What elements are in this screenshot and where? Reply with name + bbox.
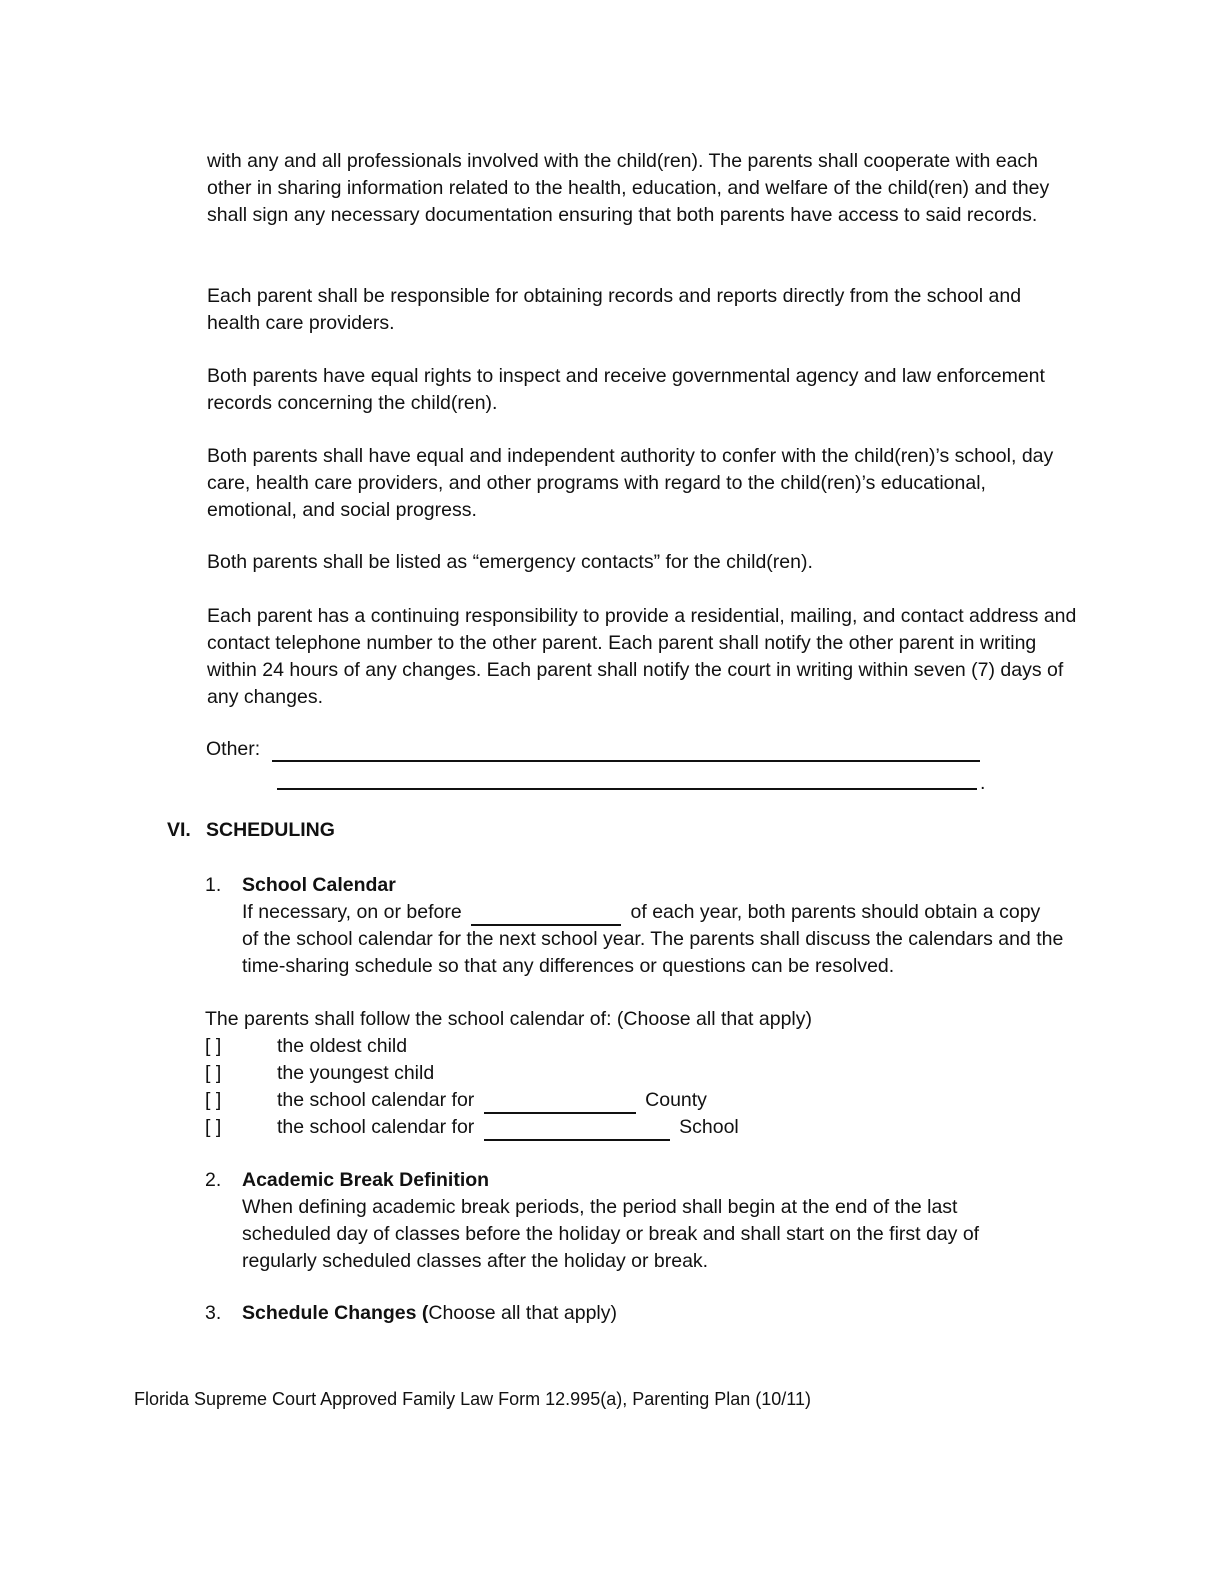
form-footer: Florida Supreme Court Approved Family Law Form 12.995(a), Parenting Plan (10/11) bbox=[134, 1389, 811, 1409]
option-label: the school calendar for bbox=[277, 1116, 475, 1138]
item3-heading bbox=[242, 1300, 617, 1327]
follow-calendar-intro: The parents shall follow the school calendar of: (Choose all that apply) bbox=[205, 1008, 813, 1030]
paragraph-address-notification: Each parent has a continuing responsibility to provide a residential, mailing, and contact address and contact telephone number to the other parent. Each parent shall notify the other parent in writing within 24 hours of any changes. Each parent shall notify the court in writing within seven (7) days of any changes. bbox=[207, 605, 1077, 708]
other-input-line-1[interactable] bbox=[272, 760, 980, 762]
item2-number: 2. bbox=[205, 1169, 222, 1191]
checkbox[interactable]: [ ] bbox=[205, 1116, 222, 1138]
paragraph-emergency-contacts: Both parents shall be listed as “emergency contacts” for the child(ren). bbox=[207, 551, 813, 573]
item1-text-rest: of the school calendar for the next school year. The parents shall discuss the calendars and the time-sharing schedule so that any differences or questions can be resolved. bbox=[242, 928, 1064, 977]
option-suffix: County bbox=[645, 1089, 707, 1111]
item1-first-line bbox=[242, 899, 1040, 926]
paragraph-inspect-records: Both parents have equal rights to inspect and receive governmental agency and law enforcement records concerning the child(ren). bbox=[207, 365, 1045, 414]
item3-title: Schedule Changes ( bbox=[242, 1302, 429, 1324]
item1-title: School Calendar bbox=[242, 874, 396, 896]
item1-text-after-blank: of each year, both parents should obtain a copy bbox=[630, 901, 1041, 923]
other-input-line-2[interactable] bbox=[277, 788, 977, 790]
option-county-text bbox=[277, 1087, 707, 1114]
item2-title: Academic Break Definition bbox=[242, 1169, 490, 1191]
item3-note: Choose all that apply) bbox=[428, 1302, 617, 1324]
option-label: the school calendar for bbox=[277, 1089, 475, 1111]
item2-text: When defining academic break periods, the period shall begin at the end of the last scheduled day of classes before the holiday or break and shall start on the first day of regularly scheduled classes after the holiday or break. bbox=[242, 1196, 980, 1272]
option-suffix: School bbox=[679, 1116, 739, 1138]
item3-number: 3. bbox=[205, 1302, 222, 1324]
checkbox[interactable]: [ ] bbox=[205, 1062, 222, 1084]
item1-number: 1. bbox=[205, 874, 222, 896]
option-label: the youngest child bbox=[277, 1062, 435, 1084]
other-label: Other: bbox=[206, 738, 261, 760]
other-end-mark: . bbox=[980, 772, 986, 794]
checkbox[interactable]: [ ] bbox=[205, 1089, 222, 1111]
section-title: SCHEDULING bbox=[206, 819, 335, 841]
checkbox[interactable]: [ ] bbox=[205, 1035, 222, 1057]
school-blank[interactable] bbox=[484, 1139, 670, 1141]
paragraph-obtain-records: Each parent shall be responsible for obtaining records and reports directly from the school and health care providers. bbox=[207, 285, 1022, 334]
item1-text-before-blank: If necessary, on or before bbox=[242, 901, 462, 923]
paragraph-confer-authority: Both parents shall have equal and independent authority to confer with the child(ren)’s school, day care, health care providers, and other programs with regard to the child(ren)’s educational, emotional, and social progress. bbox=[207, 445, 1054, 521]
option-school-text bbox=[277, 1114, 739, 1141]
section-number: VI. bbox=[167, 819, 191, 841]
paragraph-records-cooperation: with any and all professionals involved with the child(ren). The parents shall cooperate with each other in sharing information related to the health, education, and welfare of the child(ren) and they shall sign any necessary documentation ensuring that both parents have access to said records. bbox=[207, 150, 1050, 226]
option-label: the oldest child bbox=[277, 1035, 408, 1057]
